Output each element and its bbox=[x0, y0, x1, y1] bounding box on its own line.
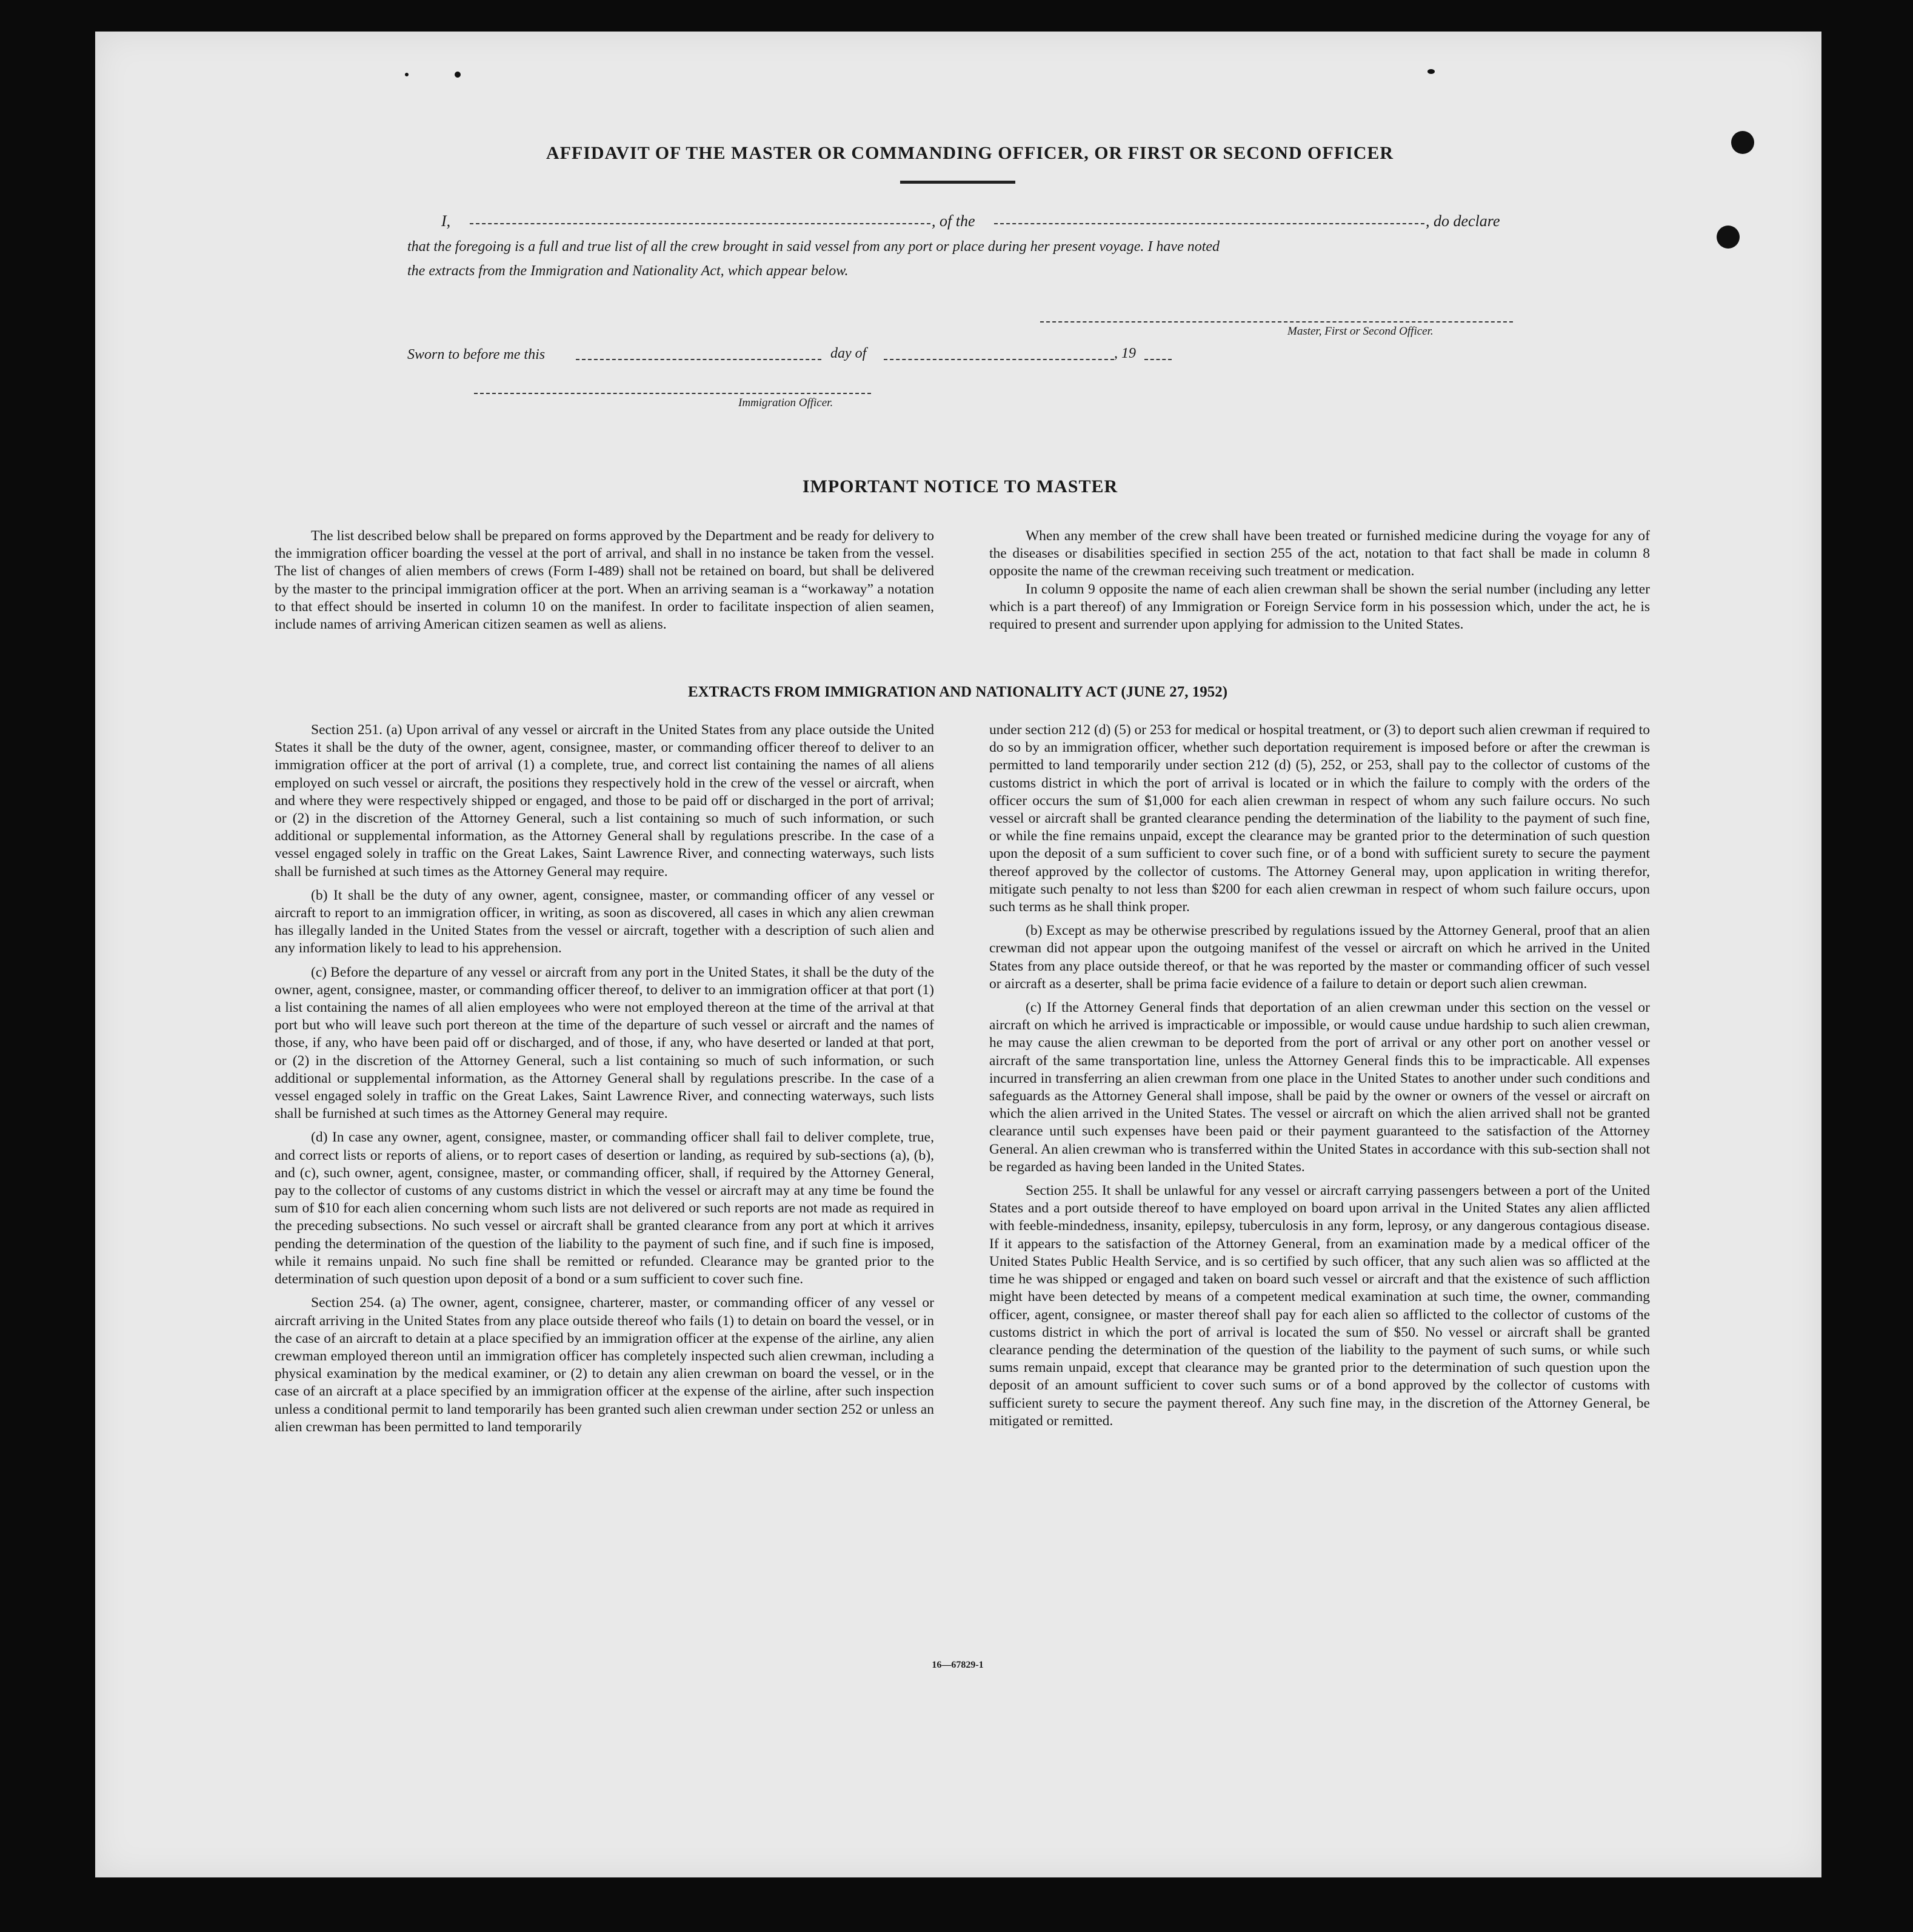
notice-left-paragraph: The list described below shall be prepared on forms approved by the Department and be ready for delivery to the immigration officer boarding the vessel at the port of arrival, and shall in no instance be taken from the vessel. The list of changes of alien members of crews (Form I-489) shall not be retained on board, but shall be delivered by the master to the principal immigration officer at the port. When an arriving seaman is a “workaway” a notation to that effect should be inserted in column 10 on the manifest. In order to facilitate inspection of alien seamen, include names of arriving American citizen seamen as well as aliens. bbox=[275, 528, 934, 633]
notice-right-paragraph-1: When any member of the crew shall have been treated or furnished medicine during the voyage for any of the diseases or disabilities specified in section 255 of the act, notation to that fact shall be made in column 8 opposite the name of the crewman receiving such treatment or medication. bbox=[989, 528, 1650, 580]
notice-left-column bbox=[275, 527, 934, 633]
section-254-b: (b) Except as may be otherwise prescribed by regulations issued by the Attorney General, proof that an alien crewman did not appear upon the outgoing manifest of the vessel or aircraft on which he arrived in the United States from any place outside thereof, or that he was reported by the master or commanding officer of such vessel or aircraft as a deserter, shall be prima facie evidence of a failure to detain or deport such alien crewman. bbox=[989, 923, 1650, 992]
master-signature-line[interactable] bbox=[1040, 321, 1513, 323]
section-251-b: (b) It shall be the duty of any owner, agent, consignee, master, or commanding officer of any vessel or aircraft to report to an immigration officer, in writing, as soon as discovered, all cases in which any alien crewman has illegally landed in the United States from the vessel or aircraft, together with a description of such alien and any information likely to lead to his apprehension. bbox=[275, 887, 934, 957]
punch-hole bbox=[1717, 226, 1740, 249]
form-number: 16—67829-1 bbox=[932, 1660, 984, 1670]
punch-hole bbox=[1731, 131, 1754, 154]
sworn-day-line[interactable] bbox=[576, 359, 821, 360]
notice-right-paragraph-2: In column 9 opposite the name of each alien crewman shall be shown the serial number (including any letter which is a part thereof) of any Immigration or Foreign Service form in his possession which, under the act, he is required to present and surrender upon applying for admission to the United States. bbox=[989, 581, 1650, 633]
section-254-a: Section 254. (a) The owner, agent, consignee, charterer, master, or commanding officer of any vessel or aircraft arriving in the United States from any place outside thereof who fails (1) to detain on board the vessel, or in the case of an aircraft to detain at a place specified by an immigration officer at the expense of the airline, any alien crewman employed thereon until an immigration officer has completely inspected such alien crewman, including a physical examination by the medical examiner, or (2) to detain any alien crewman on board the vessel, or in the case of an aircraft at a place specified by an immigration officer at the expense of the airline, after such inspection unless a conditional permit to land temporarily has been granted such alien crewman under section 252 or unless an alien crewman has been permitted to land temporarily bbox=[275, 1295, 934, 1435]
of-the-label: , of the bbox=[932, 212, 975, 230]
declaration-line-2: that the foregoing is a full and true list of all the crew brought in said vessel from any port or place during her present voyage. I have noted bbox=[407, 239, 1220, 255]
section-251-c: (c) Before the departure of any vessel or aircraft from any port in the United States, it shall be the duty of the owner, agent, consignee, master, or commanding officer thereof, to deliver to an immigration officer at that port (1) a list containing the names of all alien employees who were not employed thereon at the time of the arrival at that port but who will leave such port thereon at the time of the departure of such vessel or aircraft and the names of those, if any, who have been paid off or discharged, and of those, if any, who have deserted or landed at that port, or (2) in the discretion of the Attorney General, such a list containing so much of such information, or such additional or supplemental information, as the Attorney General shall by regulations prescribe. In the case of a vessel engaged solely in traffic on the Great Lakes, Saint Lawrence River, and connecting waterways, such lists shall be furnished at such times as the Attorney General may require. bbox=[275, 964, 934, 1122]
i-label: I, bbox=[441, 212, 451, 230]
extracts-left-column bbox=[275, 721, 934, 1442]
speck-mark bbox=[455, 72, 461, 78]
notice-title: IMPORTANT NOTICE TO MASTER bbox=[802, 476, 1118, 496]
master-signature-label: Master, First or Second Officer. bbox=[1287, 325, 1434, 338]
name-line[interactable] bbox=[470, 223, 930, 224]
declaration-line-3: the extracts from the Immigration and Nationality Act, which appear below. bbox=[407, 263, 849, 279]
extracts-title: EXTRACTS FROM IMMIGRATION AND NATIONALITY ACT (JUNE 27, 1952) bbox=[687, 684, 1228, 700]
affidavit-title: AFFIDAVIT OF THE MASTER OR COMMANDING OFFICER, OR FIRST OR SECOND OFFICER bbox=[546, 143, 1394, 163]
section-251-d: (d) In case any owner, agent, consignee, master, or commanding officer shall fail to deliver complete, true, and correct lists or reports of aliens, or to report cases of desertion or landing, as required by sub-sections (a), (b), and (c), such owner, agent, consignee, master, or commanding officer, shall, if required by the Attorney General, pay to the collector of customs of any customs district in which the vessel or aircraft may at any time be found the sum of $10 for each alien concerning whom such lists are not delivered or such reports are not made as required in the preceding subsections. No such vessel or aircraft shall be granted clearance from any port at which it arrives pending the determination of the question of the liability to the payment of such fine, and if such fine is imposed, while it remains unpaid. No such fine shall be remitted or refunded. Clearance may be granted prior to the determination of such question upon deposit of a bond or a sum sufficient to cover such fine. bbox=[275, 1129, 934, 1288]
sworn-month-line[interactable] bbox=[884, 359, 1114, 360]
sworn-year-line[interactable] bbox=[1144, 359, 1172, 360]
speck-mark bbox=[405, 73, 409, 76]
section-251-a: Section 251. (a) Upon arrival of any vessel or aircraft in the United States from any place outside the United States it shall be the duty of the owner, agent, consignee, master, or commanding officer thereof to deliver to an immigration officer at the port of arrival (1) a complete, true, and correct list containing the names of all aliens employed on such vessel or aircraft, the positions they respectively hold in the crew of the vessel or aircraft, when and where they were respectively shipped or engaged, and those to be paid off or discharged in the port of arrival; or (2) in the discretion of the Attorney General, such a list containing so much of such information, or such additional or supplemental information, as the Attorney General shall by regulations prescribe. In the case of a vessel engaged solely in traffic on the Great Lakes, Saint Lawrence River, and connecting waterways, such lists shall be furnished at such times as the Attorney General may require. bbox=[275, 722, 934, 880]
do-declare-label: , do declare bbox=[1426, 212, 1500, 230]
day-of-label: day of bbox=[830, 346, 867, 361]
section-255: Section 255. It shall be unlawful for any vessel or aircraft carrying passengers between a port of the United States and a port outside thereof to have employed on board upon arrival in the United States any alien afflicted with feeble-mindedness, insanity, epilepsy, tuberculosis in any form, leprosy, or any dangerous contagious disease. If it appears to the satisfaction of the Attorney General, from an examination made by a medical officer of the United States Public Health Service, and is so certified by such officer, that any such alien was so afflicted at the time he was shipped or engaged and taken on board such vessel or aircraft and that the existence of such affliction might have been detected by means of a competent medical examination at such time, the owner, commanding officer, agent, consignee, or master thereof shall pay for each alien so afflicted to the collector of customs of the customs district in which the port of arrival is located the sum of $50. No vessel or aircraft shall be granted clearance pending the determination of the question of the liability to the payment of such sums, or while such sums remain unpaid, except that clearance may be granted prior to the determination of such question upon the deposit of an amount sufficient to cover such sums or of a bond approved by the collector of customs with sufficient surety to secure the payment thereof. Any such fine may, in the discretion of the Attorney General, be mitigated or remitted. bbox=[989, 1183, 1650, 1429]
section-254-c: (c) If the Attorney General finds that deportation of an alien crewman under this section on the vessel or aircraft on which he arrived is impracticable or impossible, or would cause undue hardship to such alien crewman, he may cause the alien crewman to be deported from the port of arrival or any other port on another vessel or aircraft of the same transportation line, unless the Attorney General finds this to be impracticable. All expenses incurred in transferring an alien crewman from one place in the United States to another under such conditions and safeguards as the Attorney General shall impose, shall be paid by the owner or owners of the vessel or aircraft on which the alien arrived in the United States. The vessel or aircraft on which the alien arrived shall not be granted clearance until such expenses have been paid or their payment guaranteed to the satisfaction of the Attorney General. An alien crewman who is transferred within the United States in accordance with this sub-section shall not be regarded as having been landed in the United States. bbox=[989, 1000, 1650, 1175]
notice-right-column bbox=[989, 527, 1650, 633]
immigration-officer-label: Immigration Officer. bbox=[738, 396, 833, 409]
section-254-a-continued: under section 212 (d) (5) or 253 for medical or hospital treatment, or (3) to deport such alien crewman if required to do so by an immigration officer, whether such deportation requirement is imposed before or after the crewman is permitted to land temporarily under section 212 (d) (5), 252, or 253, shall pay to the collector of customs of the customs district in which the port of arrival is located or in which the failure to comply with the orders of the officer occurs the sum of $1,000 for each alien crewman in respect of whom any such failure occurs. No such vessel or aircraft shall be granted clearance pending the determination of the liability to the payment of such fine, or while the fine remains unpaid, except the clearance may be granted prior to the determination of such question upon the deposit of a sum sufficient to cover such fine, or of a bond with sufficient surety to secure the payment thereof approved by the collector of customs. The Attorney General may, upon application in writing therefor, mitigate such penalty to not less than $200 for each alien crewman in respect of whom such failure occurs, upon such terms as he shall think proper. bbox=[989, 722, 1650, 915]
year-label: , 19 bbox=[1114, 346, 1136, 361]
title-rule bbox=[900, 181, 1015, 184]
immigration-officer-line[interactable] bbox=[474, 393, 871, 394]
vessel-line[interactable] bbox=[994, 223, 1424, 224]
sworn-label: Sworn to before me this bbox=[407, 347, 546, 363]
extracts-right-column bbox=[989, 721, 1650, 1436]
speck-mark bbox=[1427, 69, 1435, 74]
